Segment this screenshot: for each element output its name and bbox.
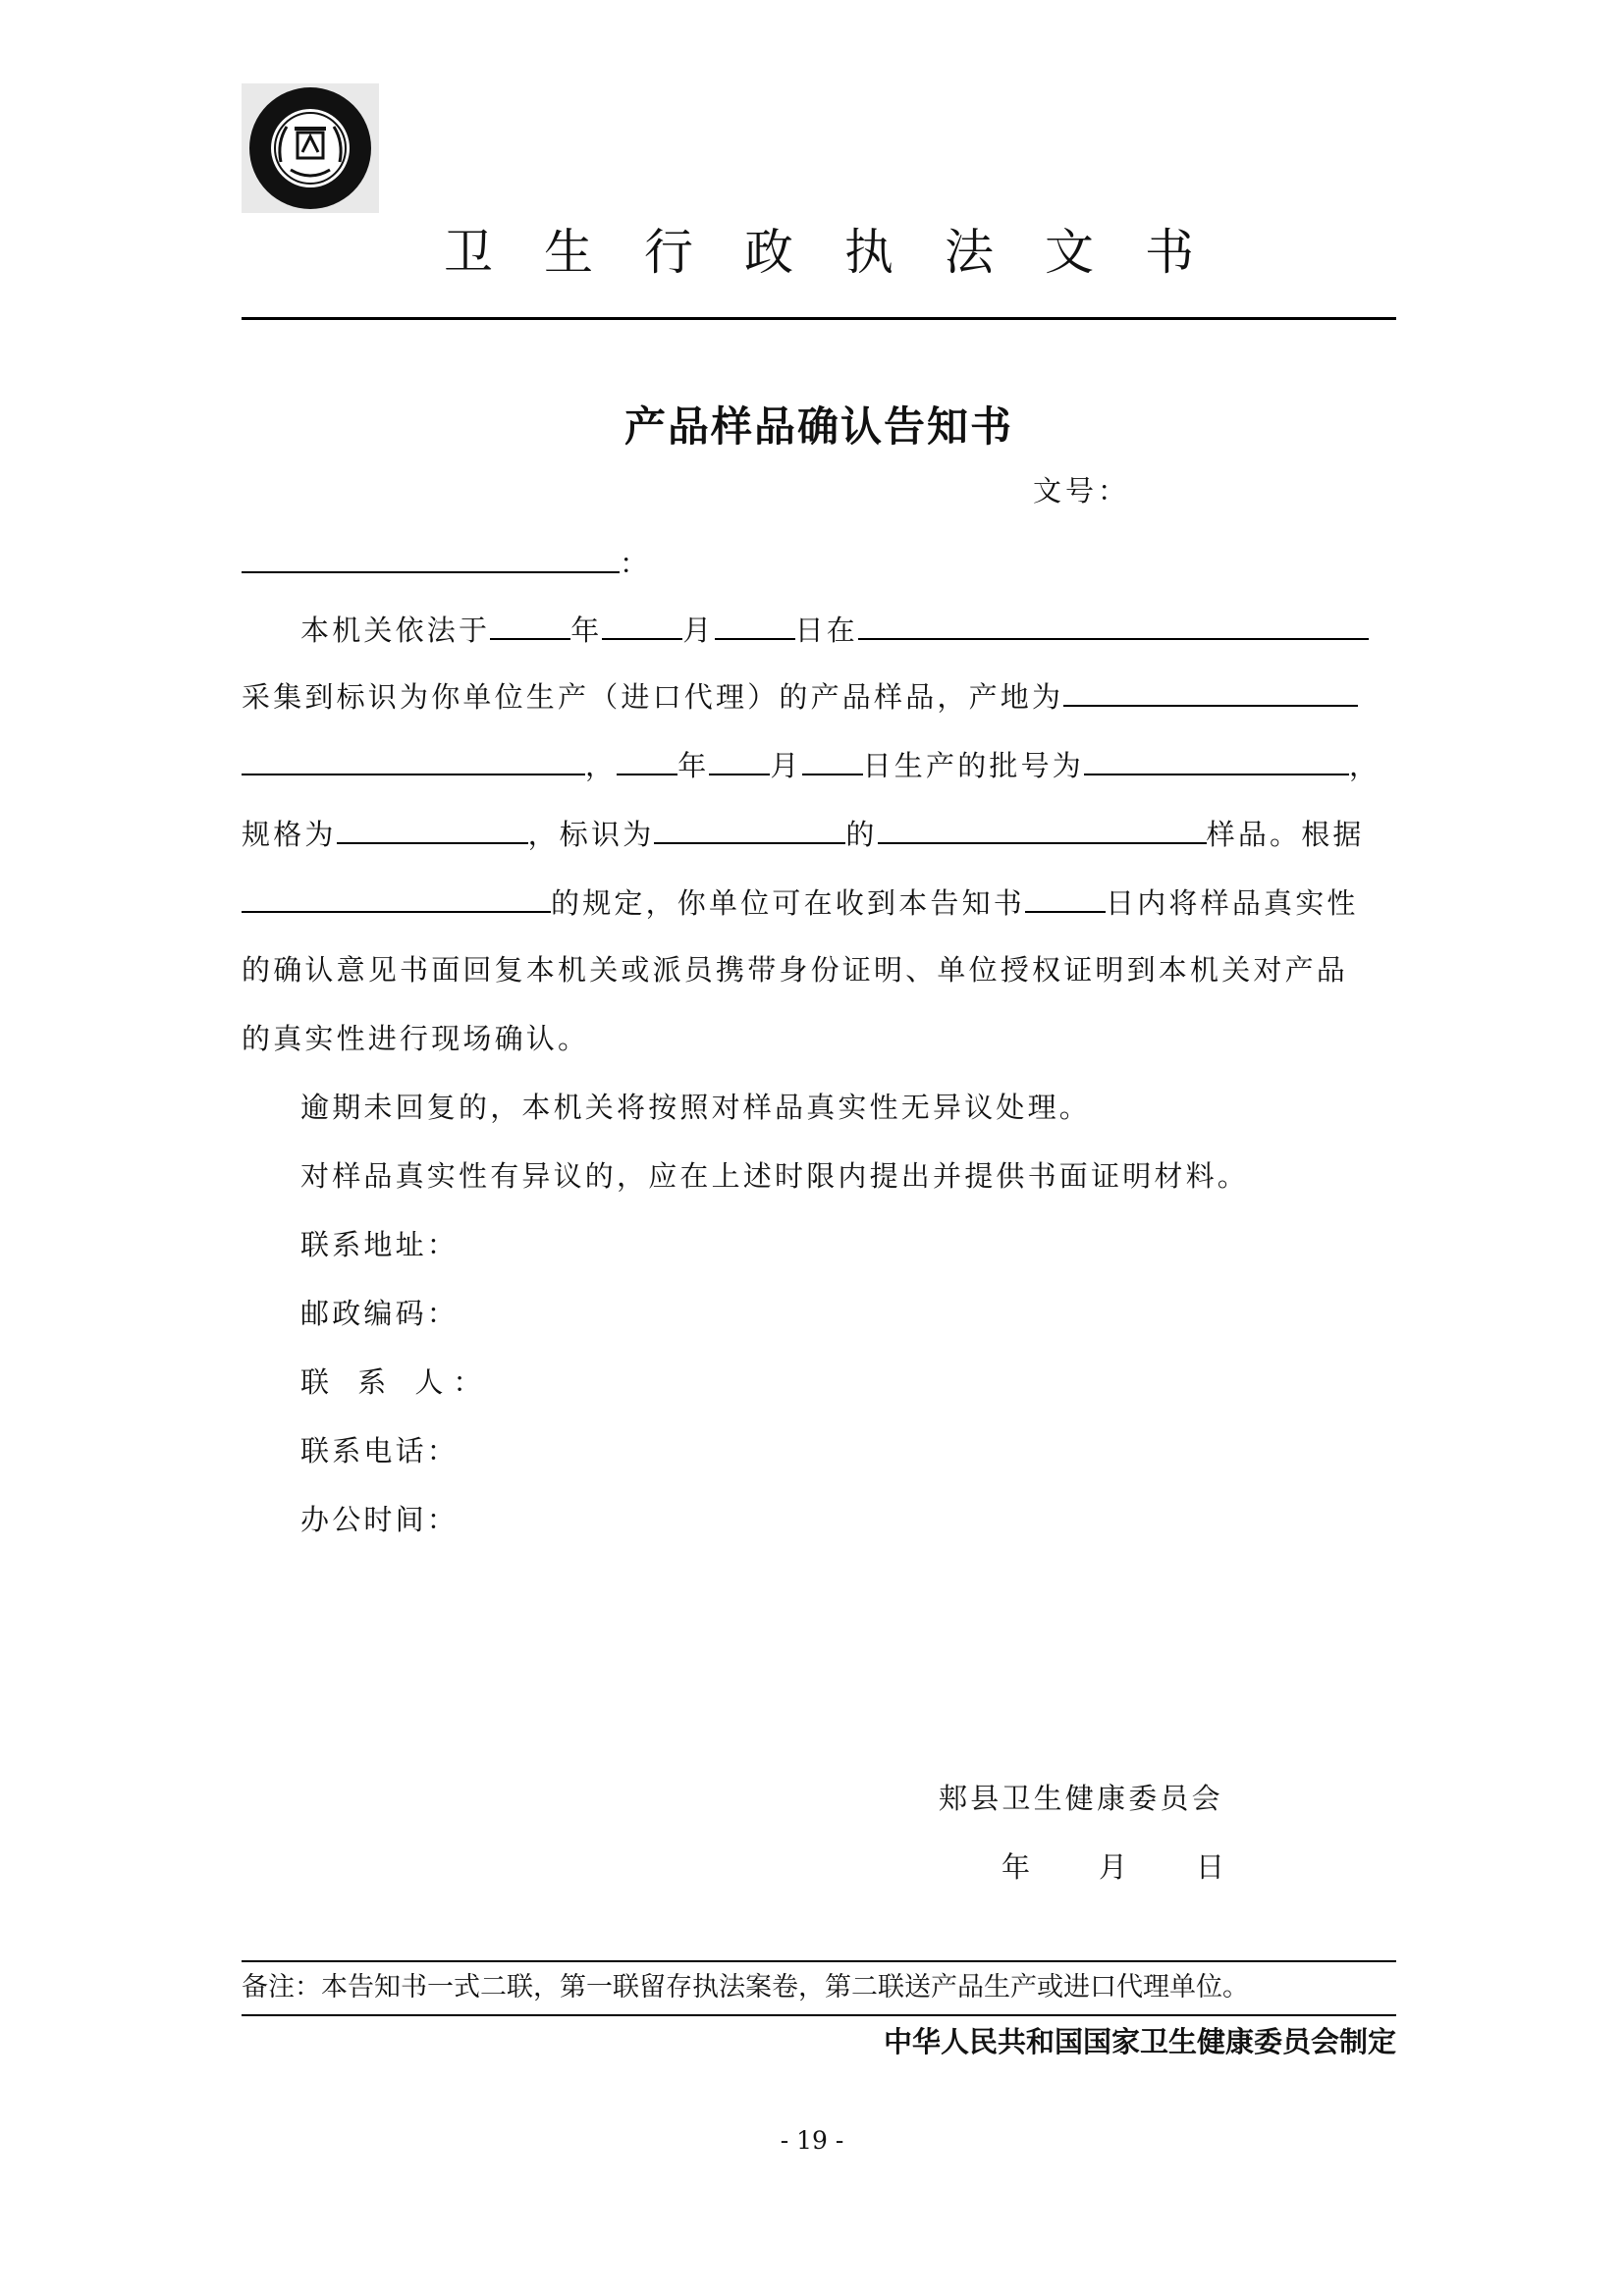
- recipient-line: [242, 540, 651, 585]
- para-text: ，标识为: [527, 818, 655, 851]
- para1-line6: 的确认意见书面回复本机关或派员携带身份证明、单位授权证明到本机关对产品: [242, 953, 1349, 987]
- month-blank[interactable]: [602, 607, 682, 640]
- para-text: 月: [682, 614, 715, 647]
- contact-address-label: 联系地址：: [300, 1228, 460, 1261]
- para-text: 的: [845, 818, 878, 851]
- issuing-authority: 中华人民共和国国家卫生健康委员会制定: [883, 2025, 1396, 2058]
- para-text: ，: [585, 749, 618, 782]
- batch-number-blank[interactable]: [1084, 742, 1349, 775]
- recipient-colon: ：: [620, 547, 652, 580]
- header-title: 卫生行政执法文书: [444, 224, 1245, 281]
- production-day-blank[interactable]: [802, 742, 863, 775]
- spec-blank[interactable]: [337, 811, 528, 844]
- para-text: 规格为: [242, 818, 337, 851]
- document-number-label: 文号：: [1033, 474, 1131, 507]
- para1-line2: [242, 673, 1358, 719]
- footer-divider-top: [242, 1960, 1396, 1962]
- para3: 对样品真实性有异议的，应在上述时限内提出并提供书面证明材料。: [300, 1159, 1250, 1193]
- origin-continued-blank[interactable]: [242, 742, 585, 775]
- para-text: 年: [677, 749, 710, 782]
- emblem-seal-icon: [242, 83, 379, 213]
- para-text: 样品。根据: [1206, 818, 1365, 851]
- remark-note: 备注：本告知书一式二联，第一联留存执法案卷，第二联送产品生产或进口代理单位。: [242, 1972, 1249, 2002]
- year-blank[interactable]: [490, 607, 570, 640]
- para1-line5: [242, 880, 1359, 925]
- location-blank[interactable]: [858, 607, 1369, 640]
- para1-line4: [242, 811, 1365, 856]
- para-text: 日生产的批号为: [862, 749, 1085, 782]
- issuer-name: 郏县卫生健康委员会: [939, 1782, 1223, 1815]
- regulation-blank[interactable]: [242, 880, 551, 913]
- product-name-blank[interactable]: [878, 811, 1207, 844]
- days-limit-blank[interactable]: [1025, 880, 1106, 913]
- label-blank[interactable]: [654, 811, 845, 844]
- document-title: 产品样品确认告知书: [623, 402, 1013, 451]
- production-year-blank[interactable]: [617, 742, 677, 775]
- header-divider: [242, 317, 1396, 320]
- health-inspection-emblem: [242, 83, 379, 213]
- para-text: ，: [1349, 749, 1381, 782]
- issue-date: 年 月 日: [1001, 1850, 1229, 1884]
- para-text: 日内将样品真实性: [1106, 886, 1359, 920]
- para-text: 采集到标识为你单位生产（进口代理）的产品样品，产地为: [242, 680, 1064, 714]
- page-number: - 19 -: [780, 2126, 844, 2155]
- production-month-blank[interactable]: [709, 742, 770, 775]
- day-blank[interactable]: [715, 607, 795, 640]
- contact-person-label: 联 系 人：: [300, 1365, 492, 1399]
- para-text: 日在: [794, 614, 859, 647]
- contact-hours-label: 办公时间：: [300, 1503, 460, 1536]
- para-text: 月: [770, 749, 802, 782]
- para1-line3: [242, 742, 1380, 787]
- contact-postcode-label: 邮政编码：: [300, 1297, 460, 1330]
- para-text: 年: [570, 614, 603, 647]
- para2: 逾期未回复的，本机关将按照对样品真实性无异议处理。: [300, 1091, 1092, 1124]
- para-text: 的规定，你单位可在收到本告知书: [551, 886, 1026, 920]
- para-text: 本机关依法于: [300, 614, 491, 647]
- para1-line7: 的真实性进行现场确认。: [242, 1022, 590, 1055]
- recipient-blank[interactable]: [242, 540, 620, 573]
- para1-line1: [300, 607, 1369, 652]
- origin-blank[interactable]: [1063, 673, 1358, 707]
- footer-divider-bottom: [242, 2014, 1396, 2016]
- contact-phone-label: 联系电话：: [300, 1434, 460, 1468]
